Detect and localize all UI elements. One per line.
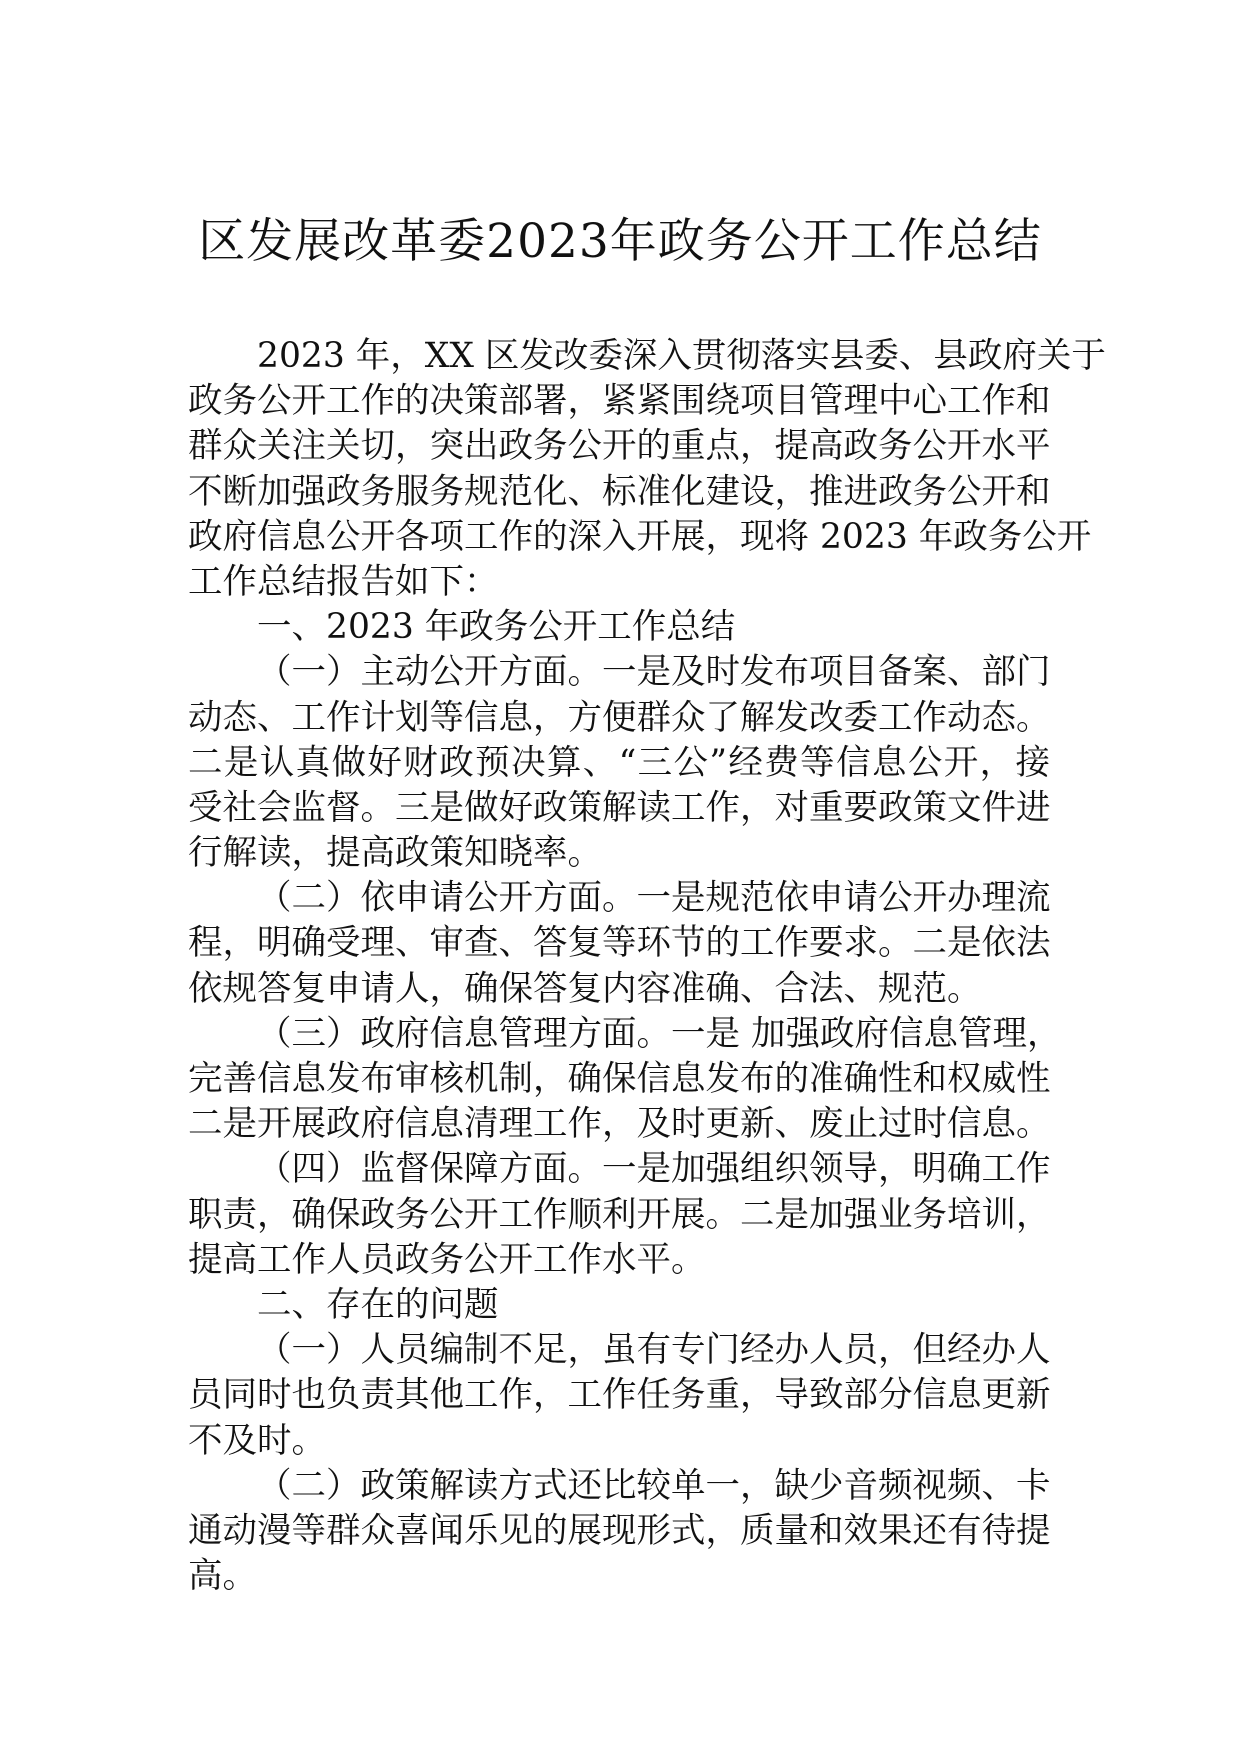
text-line: 员同时也负责其他工作，工作任务重，导致部分信息更新	[188, 1375, 1051, 1416]
text-line: （四）监督保障方面。一是加强组织领导，明确工作	[257, 1149, 1051, 1190]
text-line: 受社会监督。三是做好政策解读工作，对重要政策文件进	[188, 787, 1051, 828]
paragraph-interpretation-problem	[188, 1464, 1050, 1600]
section-heading: 二、存在的问题	[257, 1284, 499, 1325]
text-line: 2023 年，XX 区发改委深入贯彻落实县委、县政府关于	[257, 336, 1106, 376]
paragraph-application-disclosure	[188, 876, 1050, 1012]
document-body	[188, 334, 1106, 1599]
text-line: 不及时。	[188, 1420, 326, 1461]
text-line: 依规答复申请人，确保答复内容准确、合法、规范。	[188, 968, 982, 1009]
text-line: 程，明确受理、审查、答复等环节的工作要求。二是依法	[188, 923, 1051, 964]
text-line: （二）政策解读方式还比较单一，缺少音频视频、卡	[257, 1465, 1051, 1506]
paragraph-supervision	[188, 1147, 1050, 1283]
paragraph-information-management	[188, 1012, 1062, 1148]
section-heading: 一、2023 年政务公开工作总结	[257, 607, 736, 648]
text-line: 政府信息公开各项工作的深入开展，现将 2023 年政务公开	[188, 516, 1092, 557]
text-line: 不断加强政务服务规范化、标准化建设，推进政务公开和	[188, 471, 1051, 512]
text-line: 群众关注关切，突出政务公开的重点，提高政务公开水平	[188, 426, 1051, 467]
text-line: 职责，确保政务公开工作顺利开展。二是加强业务培训，	[188, 1194, 1051, 1235]
text-line: 提高工作人员政务公开工作水平。	[188, 1239, 706, 1280]
text-line: 工作总结报告如下：	[188, 561, 499, 602]
text-line: 行解读，提高政策知晓率。	[188, 833, 602, 874]
text-line: 政务公开工作的决策部署，紧紧围绕项目管理中心工作和	[188, 381, 1051, 422]
section-heading-summary	[188, 605, 1050, 650]
text-line: 二是开展政府信息清理工作，及时更新、废止过时信息。	[188, 1104, 1051, 1145]
text-line: （二）依申请公开方面。一是规范依申请公开办理流	[257, 878, 1051, 919]
paragraph-active-disclosure	[188, 650, 1050, 876]
text-line: 通动漫等群众喜闻乐见的展现形式，质量和效果还有待提	[188, 1510, 1051, 1551]
paragraph-staffing-problem	[188, 1328, 1050, 1464]
document-title: 区发展改革委2023年政务公开工作总结	[198, 214, 1042, 269]
text-line: （一）人员编制不足，虽有专门经办人员，但经办人	[257, 1330, 1051, 1371]
text-line: 动态、工作计划等信息，方便群众了解发改委工作动态。	[188, 697, 1051, 738]
text-line: （一）主动公开方面。一是及时发布项目备案、部门	[257, 652, 1051, 693]
paragraph-intro	[188, 334, 1106, 605]
text-line: 高。	[188, 1556, 257, 1597]
text-line: 二是认真做好财政预决算、“三公”经费等信息公开，接	[188, 742, 1050, 783]
text-line: （三）政府信息管理方面。一是 加强政府信息管理，	[257, 1013, 1062, 1054]
section-heading-problems	[188, 1283, 1050, 1328]
text-line: 完善信息发布审核机制，确保信息发布的准确性和权威性	[188, 1059, 1051, 1099]
